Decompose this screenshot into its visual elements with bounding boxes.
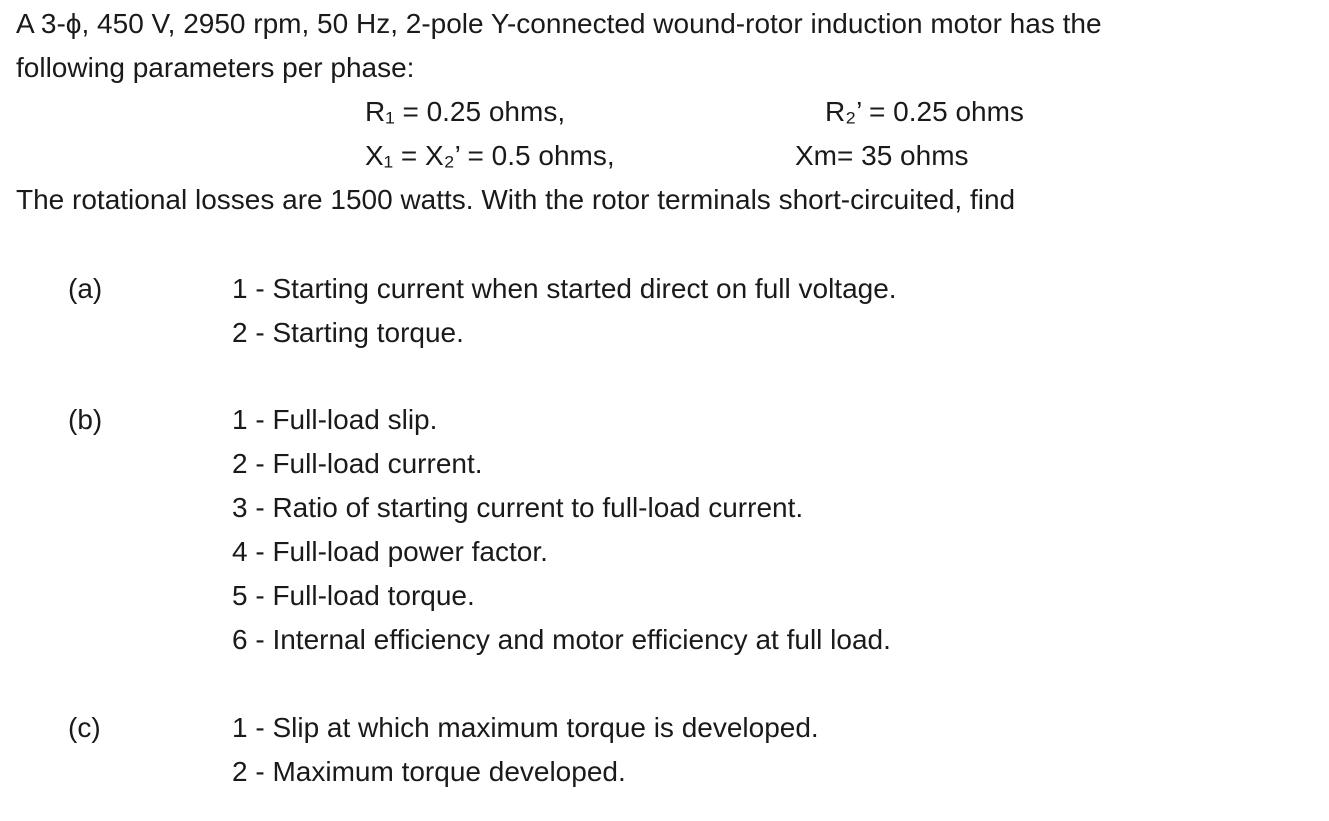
part-c-item-2: 2 - Maximum torque developed.: [232, 756, 626, 787]
param-r2: R₂’ = 0.25 ohms: [825, 96, 1024, 127]
param-x1-x2: X₁ = X₂’ = 0.5 ohms,: [365, 140, 615, 171]
part-a-item-2: 2 - Starting torque.: [232, 317, 464, 348]
losses-statement: The rotational losses are 1500 watts. With the rotor terminals short-circuited, find: [16, 184, 1016, 215]
intro-line-2: following parameters per phase:: [16, 52, 415, 83]
part-b-item-4: 4 - Full-load power factor.: [232, 536, 548, 567]
part-b-label: (b): [68, 404, 103, 435]
part-b-item-6: 6 - Internal efficiency and motor efficiency at full load.: [232, 624, 891, 655]
param-xm: Xm= 35 ohms: [795, 140, 969, 171]
part-b-item-5: 5 - Full-load torque.: [232, 580, 475, 611]
intro-line-1: A 3-ϕ, 450 V, 2950 rpm, 50 Hz, 2-pole Y-connected wound-rotor induction motor has the: [16, 8, 1102, 39]
part-b-item-1: 1 - Full-load slip.: [232, 404, 438, 435]
param-r1: R₁ = 0.25 ohms,: [365, 96, 566, 127]
part-a-item-1: 1 - Starting current when started direct on full voltage.: [232, 273, 897, 304]
part-b-item-3: 3 - Ratio of starting current to full-load current.: [232, 492, 804, 523]
part-b-item-2: 2 - Full-load current.: [232, 448, 483, 479]
part-a-label: (a): [68, 273, 103, 304]
part-c-label: (c): [68, 712, 101, 743]
part-c-item-1: 1 - Slip at which maximum torque is developed.: [232, 712, 819, 743]
